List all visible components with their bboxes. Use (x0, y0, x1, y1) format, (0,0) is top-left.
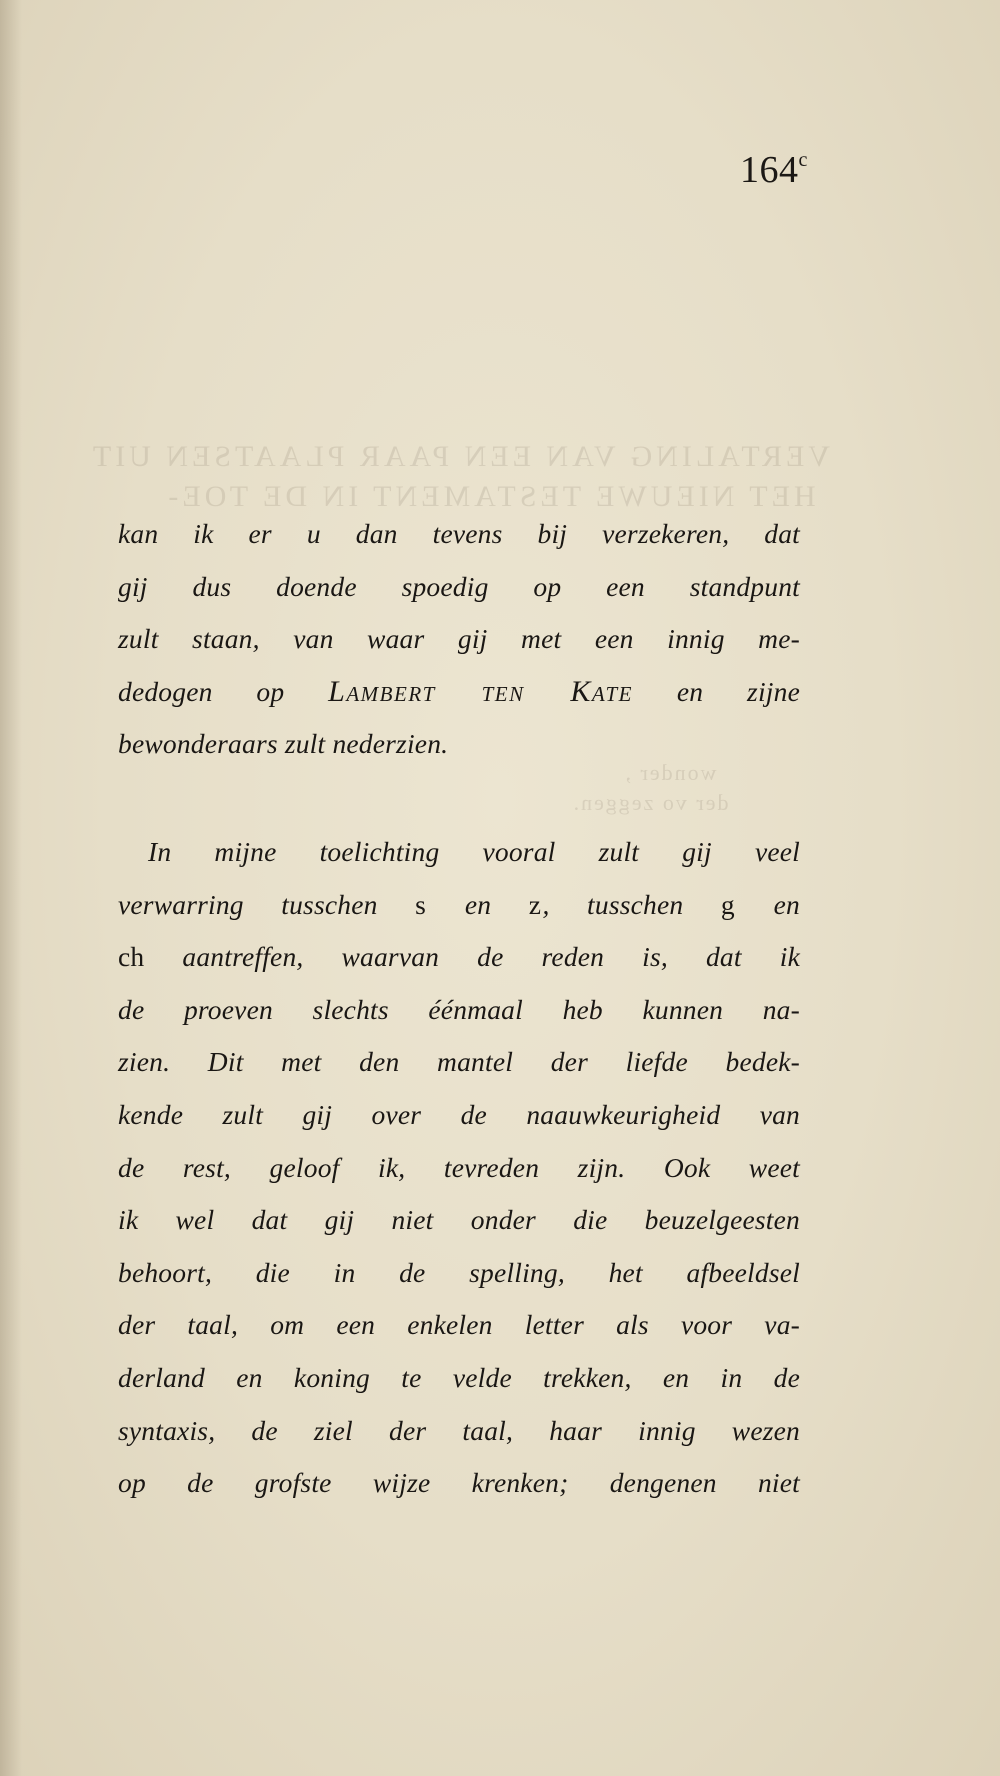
text-span: en (427, 888, 529, 920)
text-span: dedogen op (118, 675, 329, 707)
text-line: kan ik er u dan tevens bij verzekeren, dat (118, 518, 800, 549)
text-line (118, 879, 800, 932)
page-number-superscript: c (798, 149, 808, 172)
text-line (118, 666, 800, 719)
text-line: zien. Dit met den mantel der liefde bedek- (118, 1046, 800, 1078)
text-line: op de grofste wijze krenken; dengenen niet (118, 1467, 800, 1499)
roman-letter: g (720, 888, 737, 920)
page-number-value: 164 (740, 149, 799, 191)
text-line: behoort, die in de spelling, het afbeeldsel (118, 1256, 800, 1288)
roman-letter: z (528, 888, 543, 920)
page-number (740, 148, 808, 192)
text-span: en (736, 888, 801, 920)
text-span: aantreffen, waarvan de reden is, dat ik (144, 941, 800, 973)
binding-shadow (0, 0, 22, 1776)
text-span: , tusschen (542, 888, 721, 920)
text-line: gij dus doende spoedig op een standpunt (118, 570, 800, 602)
text-line: syntaxis, de ziel der taal, haar innig wezen (118, 1414, 800, 1446)
paragraph-2 (118, 826, 800, 1510)
text-line: kende zult gij over de naauwkeurigheid van (118, 1098, 800, 1130)
text-line: derland en koning te velde trekken, en in de (118, 1361, 800, 1393)
text-span: en zijne (632, 675, 800, 707)
text-line: ik wel dat gij niet onder die beuzelgeesten (118, 1204, 800, 1236)
text-line: zult staan, van waar gij met een innig me- (118, 623, 800, 655)
text-line: bewonderaars zult nederzien. (118, 728, 449, 760)
author-name-small-caps: Lambert ten Kate (328, 674, 633, 708)
text-line: de proeven slechts éénmaal heb kunnen na- (118, 993, 800, 1025)
text-line: In mijne toelichting vooral zult gij veel (148, 836, 800, 867)
text-line (118, 931, 800, 984)
bleed-through-line: HET NIEUWE TESTAMENT IN DE TOE- (164, 480, 816, 513)
text-line: der taal, om een enkelen letter als voor va- (118, 1309, 800, 1341)
bleed-through-line: wonder , (623, 760, 717, 785)
bleed-through-line: der vo zeggen. (571, 790, 729, 815)
paragraph-1 (118, 508, 800, 771)
text-span: verwarring tusschen (118, 888, 416, 920)
bleed-through-line: VERTALING VAN EEN PAAR PLAATSEN UIT (88, 440, 830, 473)
roman-letter: s (415, 888, 428, 920)
roman-letter: ch (118, 941, 145, 973)
text-line: de rest, geloof ik, tevreden zijn. Ook weet (118, 1151, 800, 1183)
